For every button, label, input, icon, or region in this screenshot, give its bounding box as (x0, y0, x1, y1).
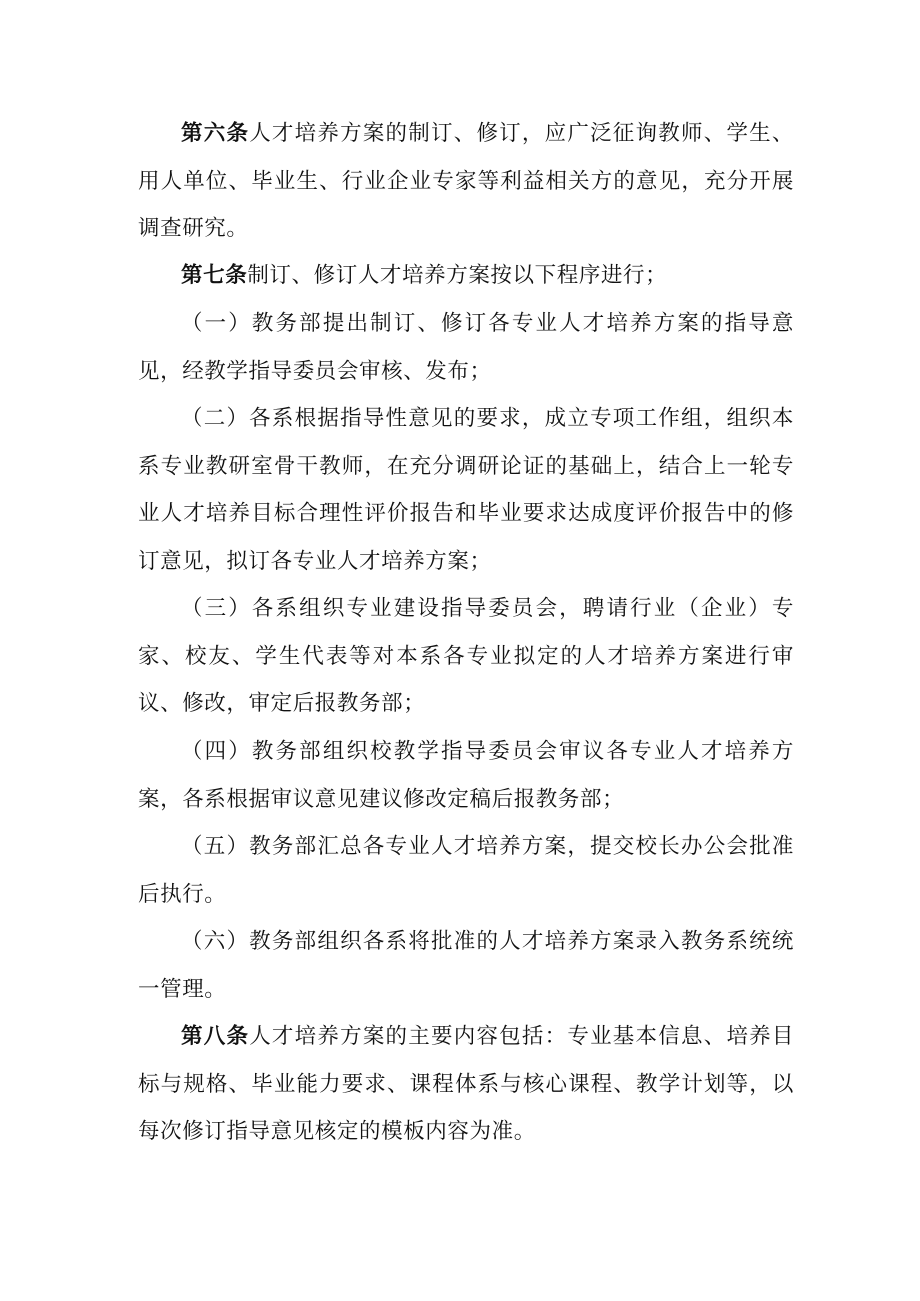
article-7-item-2: （二）各系根据指导性意见的要求，成立专项工作组，组织本系专业教研室骨干教师，在充分调研论证的基础上，结合上一轮专业人才培养目标合理性评价报告和毕业要求达成度评价报告中的修订意见，拟订各专业人才培养方案； (138, 406, 794, 574)
article-8-heading: 第八条 (181, 1024, 250, 1049)
article-8-paragraph (138, 1013, 794, 1156)
article-7-item-1: （一）教务部提出制订、修订各专业人才培养方案的指导意见，经教学指导委员会审核、发布； (138, 311, 794, 384)
article-7-item-5: （五）教务部汇总各专业人才培养方案，提交校长办公会批准后执行。 (138, 834, 794, 907)
article-8-text: 人才培养方案的主要内容包括：专业基本信息、培养目标与规格、毕业能力要求、课程体系与核心课程、教学计划等，以每次修订指导意见核定的模板内容为准。 (138, 1024, 794, 1144)
article-7-paragraph (138, 252, 794, 300)
article-7-item-3: （三）各系组织专业建设指导委员会，聘请行业（企业）专家、校友、学生代表等对本系各专业拟定的人才培养方案进行审议、修改，审定后报教务部； (138, 596, 794, 716)
article-7-heading: 第七条 (181, 263, 248, 288)
article-6-heading: 第六条 (181, 121, 250, 146)
article-6-text: 人才培养方案的制订、修订，应广泛征询教师、学生、用人单位、毕业生、行业企业专家等利益相关方的意见，充分开展调查研究。 (138, 121, 794, 241)
article-6-paragraph (138, 110, 794, 253)
article-7-item-6: （六）教务部组织各系将批准的人才培养方案录入教务系统统一管理。 (138, 929, 794, 1002)
article-7-text: 制订、修订人才培养方案按以下程序进行； (247, 263, 668, 288)
article-7-item-4: （四）教务部组织校教学指导委员会审议各专业人才培养方案，各系根据审议意见建议修改定稿后报教务部； (138, 739, 794, 812)
